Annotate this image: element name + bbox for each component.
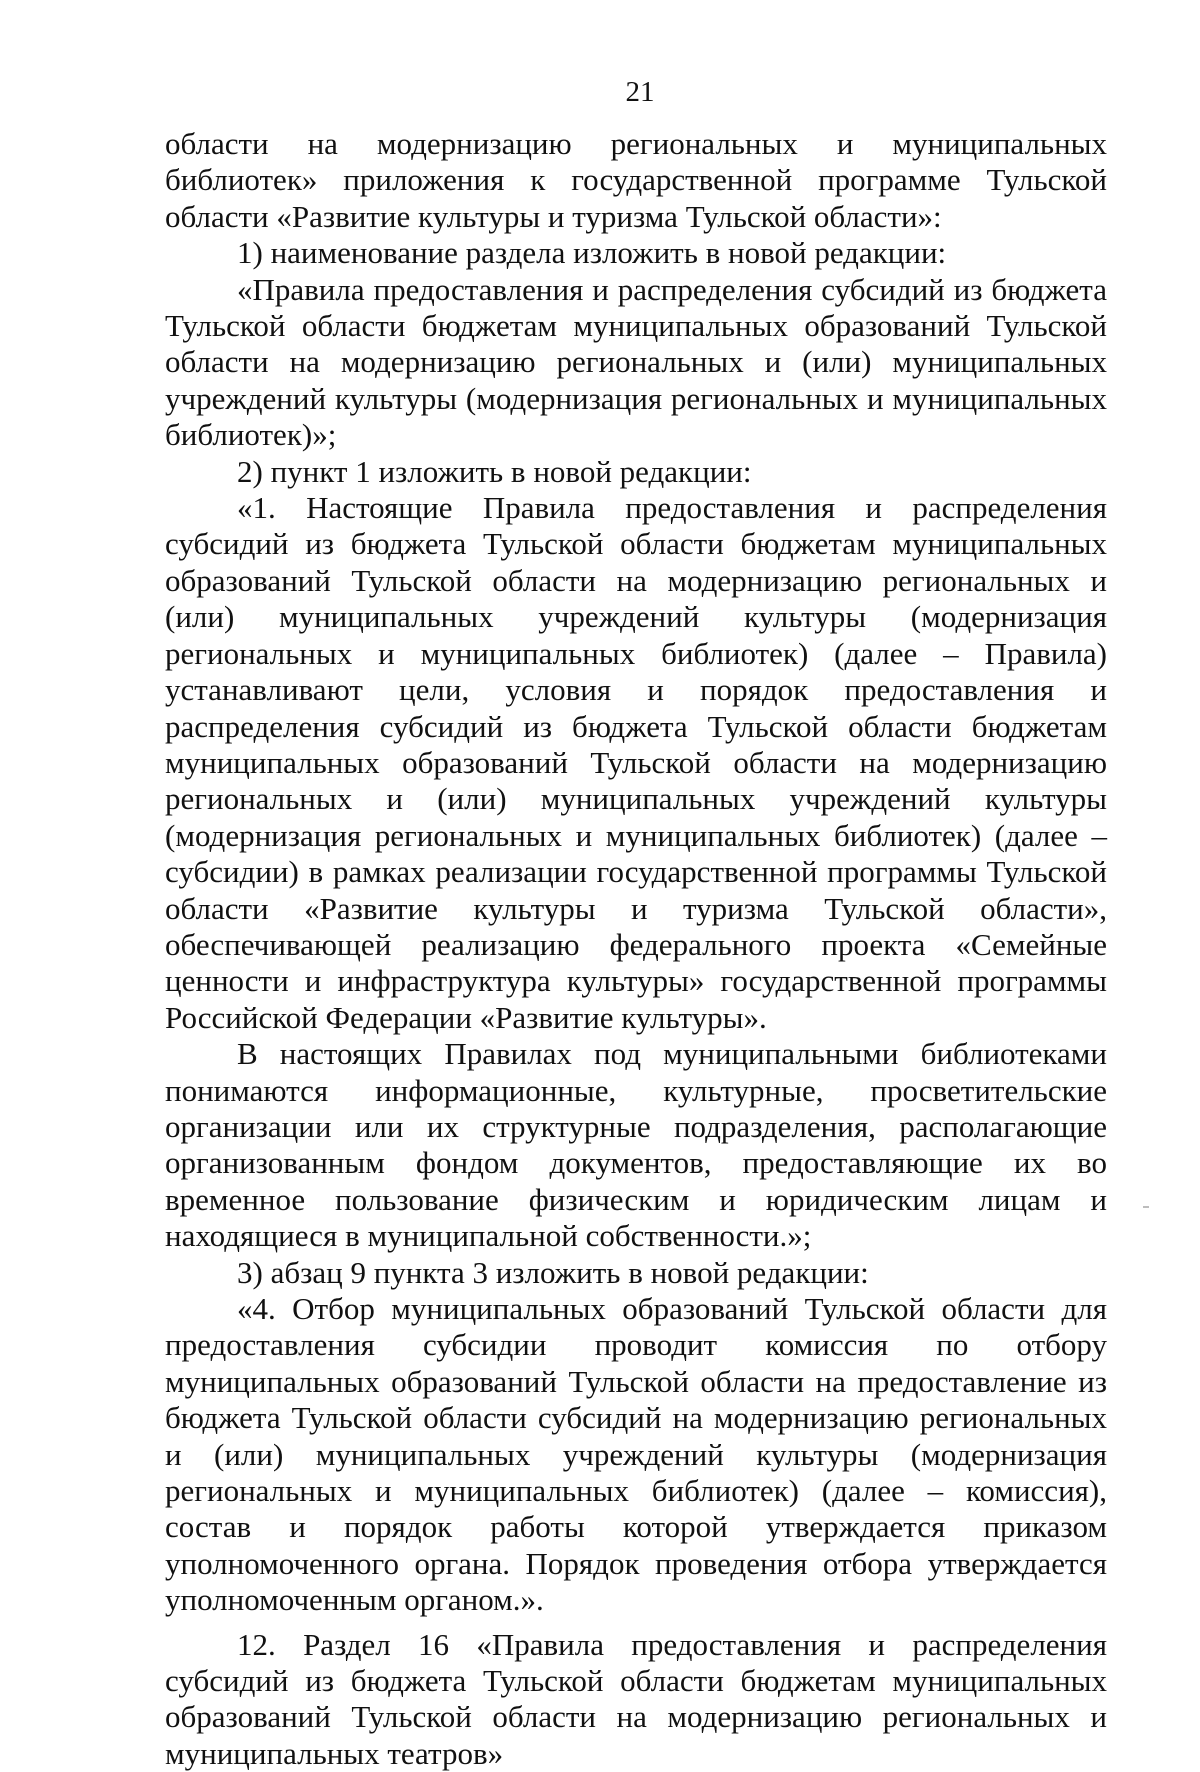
document-body (165, 126, 1107, 1772)
page-number: 21 (625, 76, 655, 108)
paragraph-item-12: 12. Раздел 16 «Правила предоставления и распределения субсидий из бюджета Тульской области бюджетам муниципальных образований Тульской области на модернизацию региональных и муниципальных театров» (165, 1626, 1107, 1771)
paragraph-point-1-quote: «1. Настоящие Правила предоставления и распределения субсидий из бюджета Тульской области бюджетам муниципальных образований Тульской области на модернизацию региональных и (или) муниципальных учреждений культуры (модернизация региональных и муниципальных библиотек) (далее – Правила) устанавливают цели, условия и порядок предоставления и распределения субсидий из бюджета Тульской области бюджетам муниципальных образований Тульской области на модернизацию региональных и (или) муниципальных учреждений культуры (модернизация региональных и муниципальных библиотек) (далее – субсидии) в рамках реализации государственной программы Тульской области «Развитие культуры и туризма Тульской области», обеспечивающей реализацию федерального проекта «Семейные ценности и инфраструктура культуры» государственной программы Российской Федерации «Развитие культуры». (165, 490, 1107, 1035)
scan-mark (1143, 1206, 1149, 1208)
paragraph-continuation: области на модернизацию региональных и муниципальных библиотек» приложения к государственной программе Тульской области «Развитие культуры и туризма Тульской области»: (165, 126, 1107, 234)
paragraph-libraries-definition: В настоящих Правилах под муниципальными библиотеками понимаются информационные, культурные, просветительские организации или их структурные подразделения, располагающие организованным фондом документов, предоставляющие их во временное пользование физическим и юридическим лицам и находящиеся в муниципальной собственности.»; (165, 1036, 1107, 1254)
paragraph-point-4-quote: «4. Отбор муниципальных образований Тульской области для предоставления субсидии проводит комиссия по отбору муниципальных образований Тульской области на предоставление из бюджета Тульской области субсидий на модернизацию региональных и (или) муниципальных учреждений культуры (модернизация региональных и муниципальных библиотек) (далее – комиссия), состав и порядок работы которой утверждается приказом уполномоченного органа. Порядок проведения отбора утверждается уполномоченным органом.». (165, 1291, 1107, 1618)
paragraph-section-name-quote: «Правила предоставления и распределения субсидий из бюджета Тульской области бюджетам муниципальных образований Тульской области на модернизацию региональных и (или) муниципальных учреждений культуры (модернизация региональных и муниципальных библиотек)»; (165, 271, 1107, 453)
paragraph-item-3: 3) абзац 9 пункта 3 изложить в новой редакции: (237, 1254, 869, 1290)
paragraph-item-2: 2) пункт 1 изложить в новой редакции: (237, 453, 752, 489)
paragraph-item-1: 1) наименование раздела изложить в новой редакции: (237, 235, 947, 271)
